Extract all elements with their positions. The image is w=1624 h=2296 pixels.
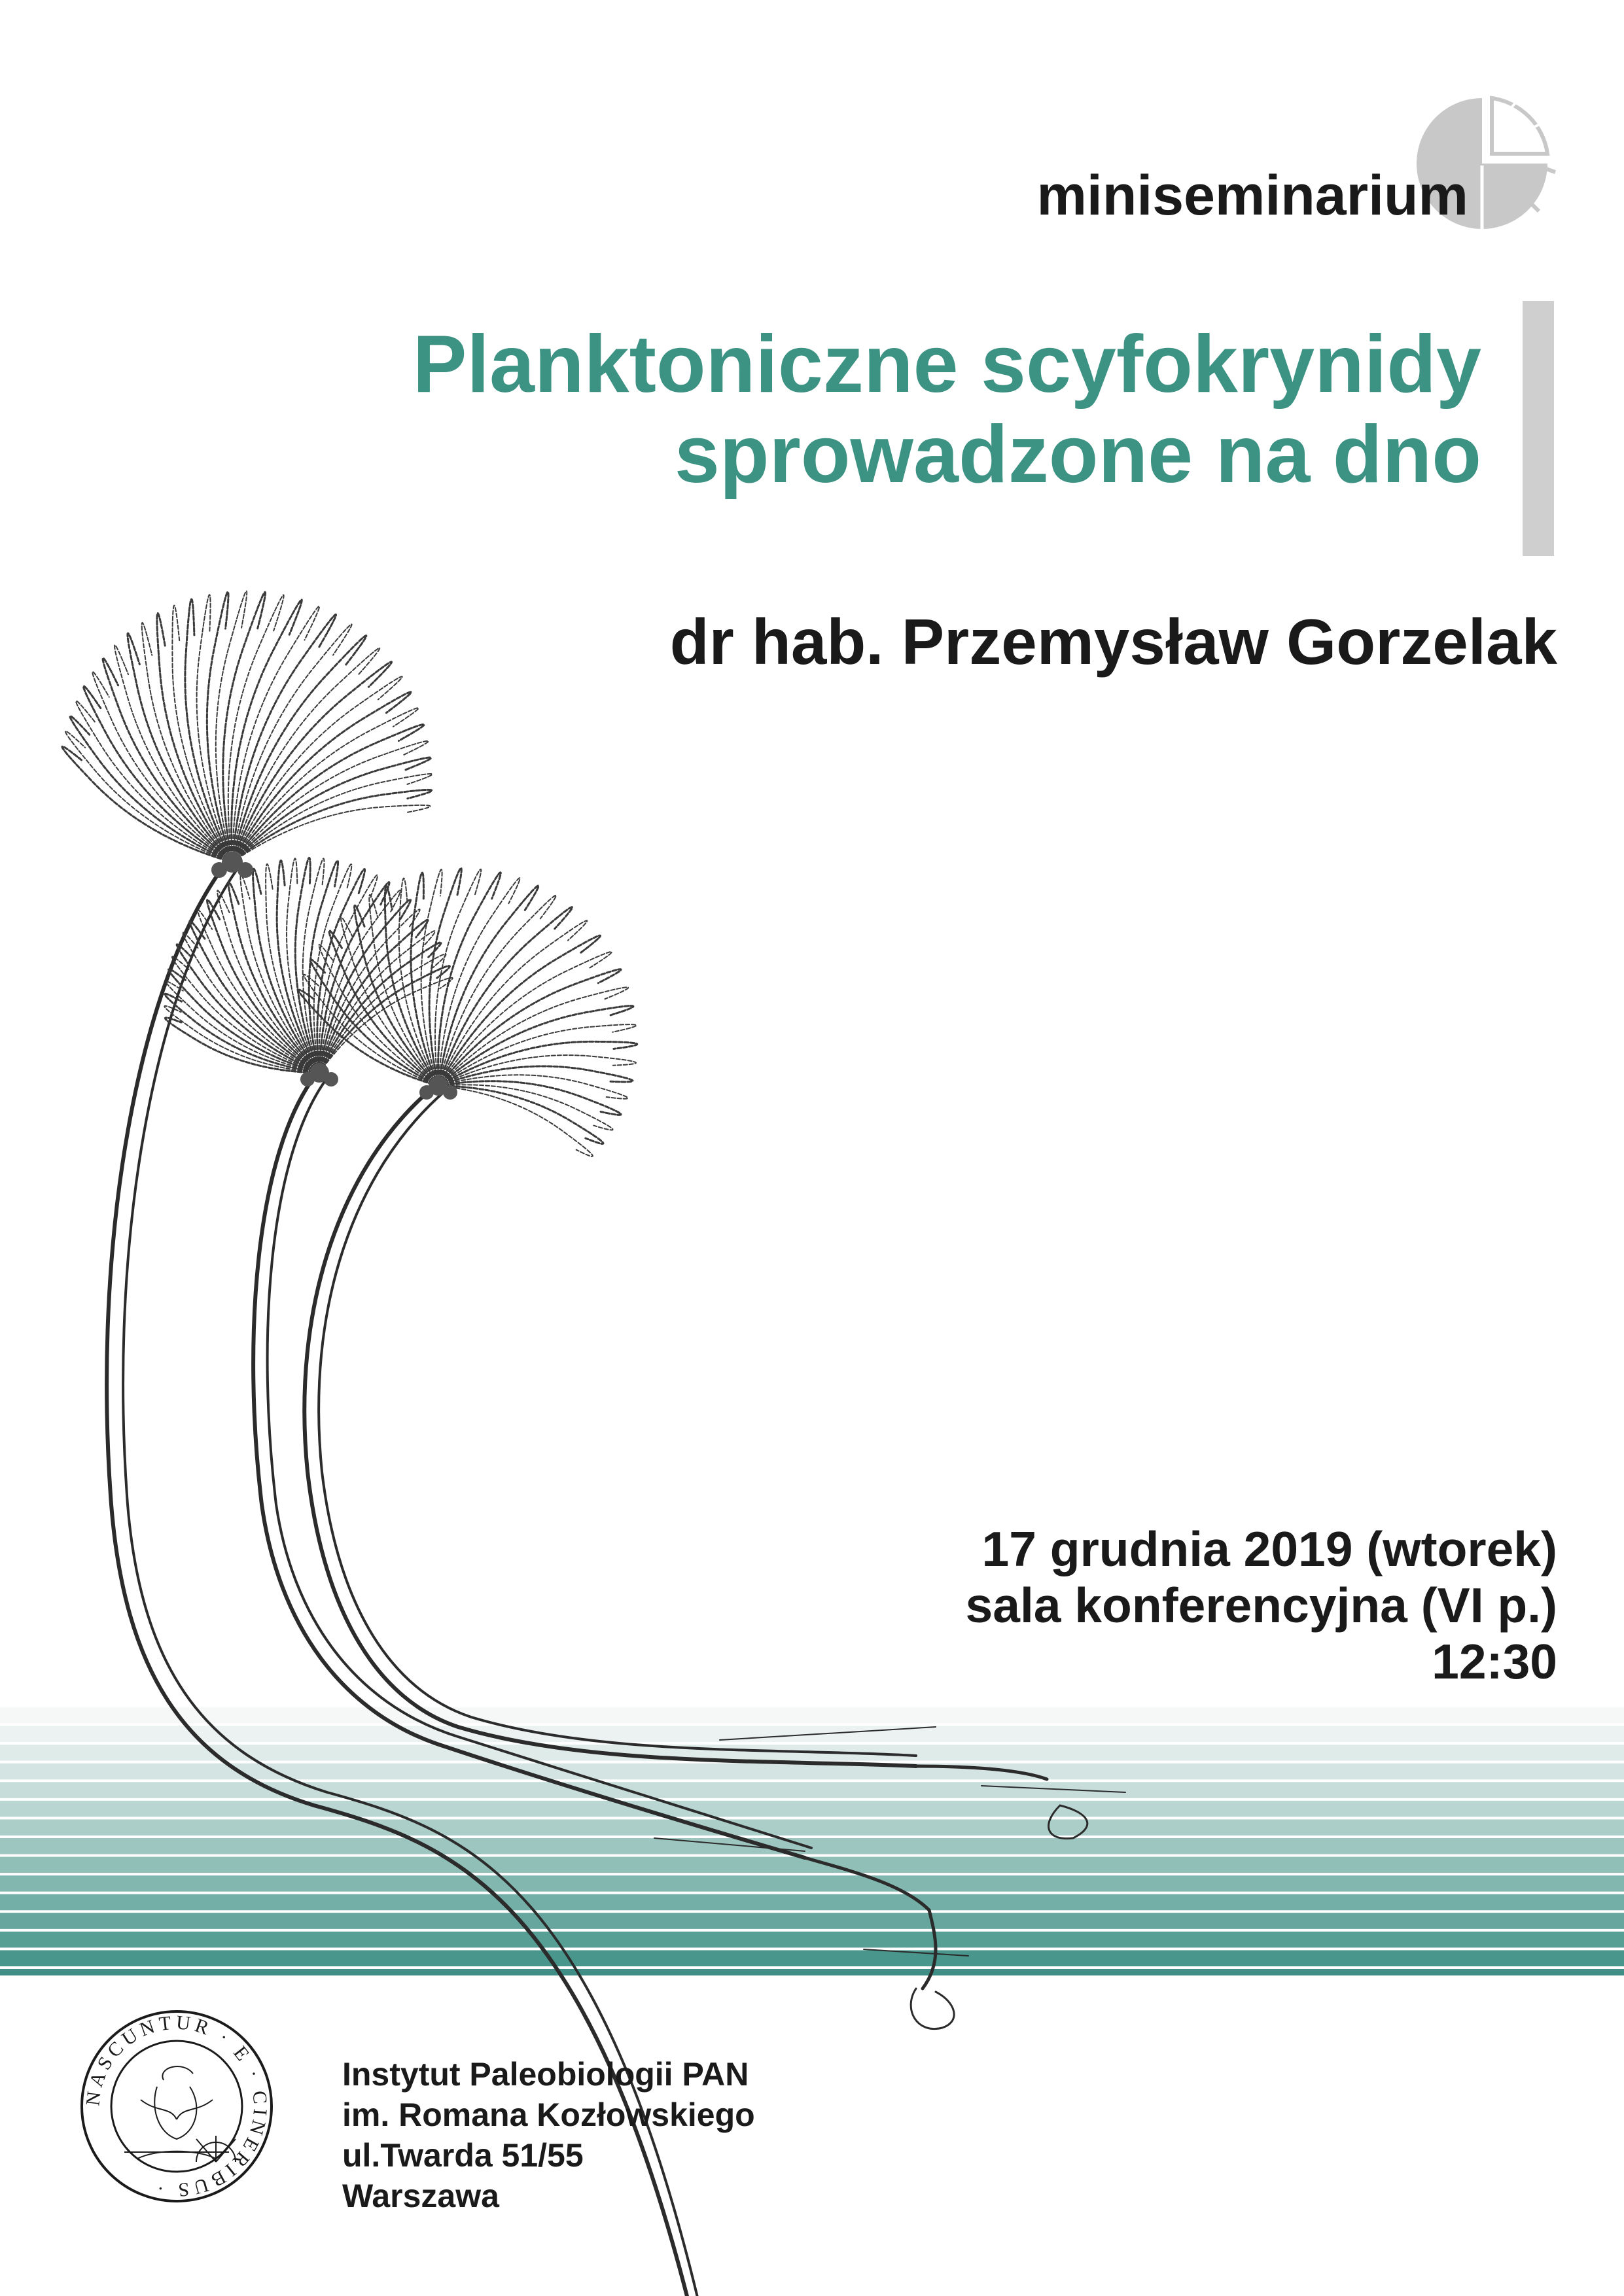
event-time: 12:30 [1432, 1634, 1557, 1689]
crinoid-crown-1 [62, 591, 432, 862]
speaker-name: dr hab. Przemysław Gorzelak [669, 606, 1557, 678]
event-details [966, 1521, 1557, 1690]
svg-text:NASCUNTUR · E · CINERIBUS ·: NASCUNTUR · E · CINERIBUS · [82, 2011, 272, 2201]
institute-address [342, 2054, 755, 2216]
institute-seal-icon [79, 2008, 275, 2204]
institute-street: ul.Twarda 51/55 [342, 2137, 584, 2174]
talk-title-line-1: Planktoniczne scyfokrynidy [412, 319, 1481, 409]
institute-name: Instytut Paleobiologii PAN [342, 2056, 749, 2093]
event-room: sala konferencyjna (VI p.) [965, 1578, 1557, 1633]
series-label: miniseminarium [1036, 164, 1468, 227]
institute-patron: im. Romana Kozłowskiego [342, 2096, 755, 2133]
event-date: 17 grudnia 2019 (wtorek) [981, 1522, 1557, 1576]
institute-city: Warszawa [342, 2178, 499, 2214]
stem-3 [304, 1086, 916, 1766]
talk-title-line-2: sprowadzone na dno [674, 409, 1481, 500]
